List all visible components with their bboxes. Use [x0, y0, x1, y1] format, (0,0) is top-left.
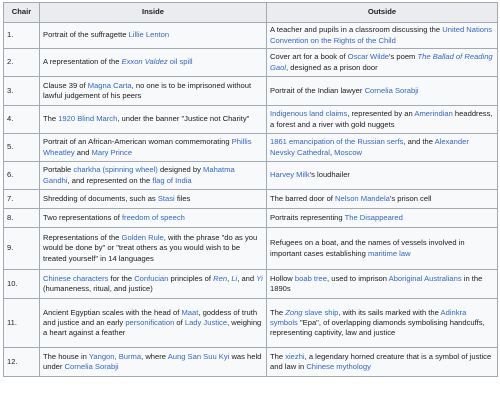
chair-number-cell: 8. [4, 209, 40, 228]
wiki-link[interactable]: Chinese mythology [306, 362, 371, 371]
outside-description-cell [267, 190, 498, 209]
wiki-link[interactable]: The Ballad of Reading Gaol [270, 52, 493, 72]
wiki-link[interactable]: Li [231, 273, 238, 283]
cell-text: , [227, 273, 232, 283]
table-row [4, 228, 498, 270]
cell-text: headdress, a forest and a river with gold nuggets [270, 109, 493, 129]
cell-text: 's poem [389, 52, 418, 62]
wiki-link[interactable]: Adinkra symbols [270, 307, 467, 327]
cell-text: , represented by an [347, 109, 415, 119]
wiki-link[interactable]: Harvey Milk [270, 170, 310, 180]
table-row [4, 348, 498, 377]
wiki-link[interactable]: Confucian [134, 273, 169, 283]
cell-text: , and the [403, 137, 435, 147]
wiki-link[interactable]: Moscow [334, 147, 363, 157]
outside-description-cell [267, 23, 498, 49]
inside-description-cell [40, 299, 267, 348]
table-header-row [4, 3, 498, 23]
wiki-link[interactable]: Aung San Suu Kyi [167, 351, 230, 361]
cell-text: Hollow [270, 273, 295, 283]
chair-number-cell: 3. [4, 77, 40, 106]
table-row [4, 162, 498, 190]
wiki-link[interactable]: Alexander Nevsky Cathedral [270, 137, 469, 157]
cell-text: designed by [157, 165, 204, 175]
wiki-link[interactable]: slave ship [302, 307, 339, 317]
chair-number-cell: 11. [4, 299, 40, 348]
outside-description-cell [267, 77, 498, 106]
cell-text: , [329, 147, 335, 157]
chair-number-cell: 5. [4, 134, 40, 162]
cell-text: A representation of the [43, 57, 122, 67]
header-inside: Inside [40, 3, 267, 23]
wiki-link[interactable]: Indigenous land claims [270, 109, 348, 119]
cell-text: A teacher and pupils in a classroom discussing the [270, 25, 443, 35]
cell-text: Portable [43, 165, 74, 175]
cell-text: , weighing a heart against a feather [43, 317, 262, 337]
chair-number-cell: 2. [4, 49, 40, 77]
cell-text: , with the phrase "do as you would be done by" or "treat others as you would wish to be treated yourself" in 14 languages [43, 233, 258, 263]
cell-text: Representations of the [43, 233, 122, 243]
inside-description-cell [40, 106, 267, 134]
wiki-link[interactable]: charkha (spinning wheel) [73, 165, 158, 175]
table-row [4, 106, 498, 134]
chair-number-cell: 12. [4, 348, 40, 377]
outside-description-cell [267, 162, 498, 190]
wiki-link[interactable]: oil spill [167, 57, 193, 67]
outside-description-cell [267, 49, 498, 77]
wiki-link[interactable]: freedom of speech [121, 212, 185, 222]
inside-description-cell [40, 190, 267, 209]
cell-text: , with its sails marked with the [338, 307, 441, 317]
cell-text: , a legendary horned creature that is a symbol of justice and law in [270, 351, 492, 371]
table-row [4, 299, 498, 348]
wiki-link[interactable]: 1861 emancipation of the Russian serfs [270, 137, 404, 147]
cell-text: The barred door of [270, 193, 336, 203]
wiki-link[interactable]: personification [125, 317, 175, 327]
wiki-link[interactable]: Amerindian [414, 109, 453, 119]
table-row [4, 209, 498, 228]
outside-description-cell [267, 348, 498, 377]
cell-text: Two representations of [43, 212, 122, 222]
wiki-link[interactable]: Chinese characters [43, 273, 109, 283]
cell-text: (humaneness, ritual, and justice) [43, 284, 153, 293]
wiki-link[interactable]: Mahatma Gandhi [43, 165, 235, 185]
table-row [4, 23, 498, 49]
table-row [4, 270, 498, 299]
chair-number-cell: 6. [4, 162, 40, 190]
wiki-link[interactable]: Aboriginal Australians [388, 273, 462, 283]
cell-text: The house in [43, 351, 89, 361]
table-body [4, 23, 498, 377]
outside-description-cell [267, 228, 498, 270]
wiki-link[interactable]: United Nations Convention on the Rights of the Child [270, 25, 493, 45]
wiki-link[interactable]: Mary Prince [91, 147, 133, 157]
cell-text: Portrait of an African-American woman commemorating [43, 137, 232, 147]
wiki-link[interactable]: Cornelia Sorabji [64, 362, 119, 371]
cell-text: Portrait of the Indian lawyer [270, 85, 365, 95]
inside-description-cell [40, 23, 267, 49]
cell-text: Portrait of the suffragette [43, 30, 129, 40]
wiki-link[interactable]: boab tree [294, 273, 327, 283]
cell-text: , and [237, 273, 257, 283]
cell-text: of [174, 317, 185, 327]
chair-number-cell: 10. [4, 270, 40, 299]
cell-text: Cover art for a book of [270, 52, 348, 62]
cell-text: , where [141, 351, 168, 361]
cell-text: , goddess of truth and justice and an early [43, 307, 258, 327]
chair-number-cell: 1. [4, 23, 40, 49]
cell-text: was held under [43, 351, 262, 371]
wiki-link[interactable]: Yi [256, 273, 263, 283]
cell-text: Refugees on a boat, and the names of vessels involved in important cases establishing [270, 238, 465, 258]
inside-description-cell [40, 134, 267, 162]
inside-description-cell [40, 228, 267, 270]
wiki-link[interactable]: Lillie Lenton [128, 30, 170, 40]
header-chair: Chair [4, 3, 40, 23]
cell-text: 's prison cell [389, 193, 432, 203]
chair-number-cell: 9. [4, 228, 40, 270]
cell-text: 's loudhailer [309, 170, 350, 180]
chair-number-cell: 4. [4, 106, 40, 134]
wiki-link[interactable]: Nelson Mandela [335, 193, 390, 203]
cell-text: , used to imprison [327, 273, 389, 283]
wiki-link[interactable]: Ren [213, 273, 228, 283]
outside-description-cell [267, 134, 498, 162]
inside-description-cell [40, 77, 267, 106]
wiki-link[interactable]: The Disappeared [344, 212, 403, 222]
wiki-link[interactable]: Stasi [157, 193, 175, 203]
cell-text: , under the banner "Justice not Charity" [117, 114, 250, 124]
wiki-link[interactable]: flag of India [152, 175, 192, 185]
inside-description-cell [40, 162, 267, 190]
cell-text: , designed as a prison door [286, 62, 378, 72]
outside-description-cell [267, 209, 498, 228]
cell-text: principles of [168, 273, 214, 283]
cell-text: , no one is to be imprisoned without lawful judgement of his peers [43, 80, 252, 100]
cell-text: "Epa", of overlapping diamonds symbolising handcuffs, representing captivity, law and justice [270, 317, 485, 337]
wiki-link[interactable]: maritime law [367, 248, 411, 258]
wiki-link[interactable]: Golden Rule [121, 233, 164, 243]
inside-description-cell [40, 209, 267, 228]
cell-text: , and represented on the [67, 175, 153, 185]
wiki-link[interactable]: Zong [285, 307, 303, 317]
wiki-link[interactable]: Cornelia Sorabji [364, 85, 419, 95]
table-row [4, 77, 498, 106]
inside-description-cell [40, 49, 267, 77]
wiki-link[interactable]: xiezhi [285, 351, 305, 361]
table-row [4, 134, 498, 162]
cell-text: files [174, 193, 191, 203]
wiki-link[interactable]: Magna Carta [87, 80, 132, 90]
outside-description-cell [267, 299, 498, 348]
cell-text: The [270, 307, 286, 317]
outside-description-cell [267, 270, 498, 299]
wiki-link[interactable]: Exxon Valdez [121, 57, 168, 67]
outside-description-cell [267, 106, 498, 134]
cell-text: in the 1890s [270, 273, 483, 293]
cell-text: Ancient Egyptian scales with the head of [43, 307, 182, 317]
wiki-link[interactable]: Phillis Wheatley [43, 137, 252, 157]
wiki-link[interactable]: Maat [181, 307, 199, 317]
wiki-link[interactable]: Lady Justice [184, 317, 228, 327]
table-row [4, 190, 498, 209]
wiki-link[interactable]: 1920 Blind March [58, 114, 118, 124]
cell-text: Portraits representing [270, 212, 345, 222]
table-row [4, 49, 498, 77]
chairs-table [3, 2, 498, 377]
cell-text: Shredding of documents, such as [43, 193, 158, 203]
inside-description-cell [40, 270, 267, 299]
cell-text: for the [108, 273, 135, 283]
inside-description-cell [40, 348, 267, 377]
cell-text: The [270, 351, 286, 361]
wiki-link[interactable]: Yangon, Burma [88, 351, 142, 361]
cell-text: The [43, 114, 59, 124]
cell-text: and [74, 147, 92, 157]
wiki-link[interactable]: Oscar Wilde [347, 52, 390, 62]
chair-number-cell: 7. [4, 190, 40, 209]
cell-text: Clause 39 of [43, 80, 88, 90]
header-outside: Outside [267, 3, 498, 23]
